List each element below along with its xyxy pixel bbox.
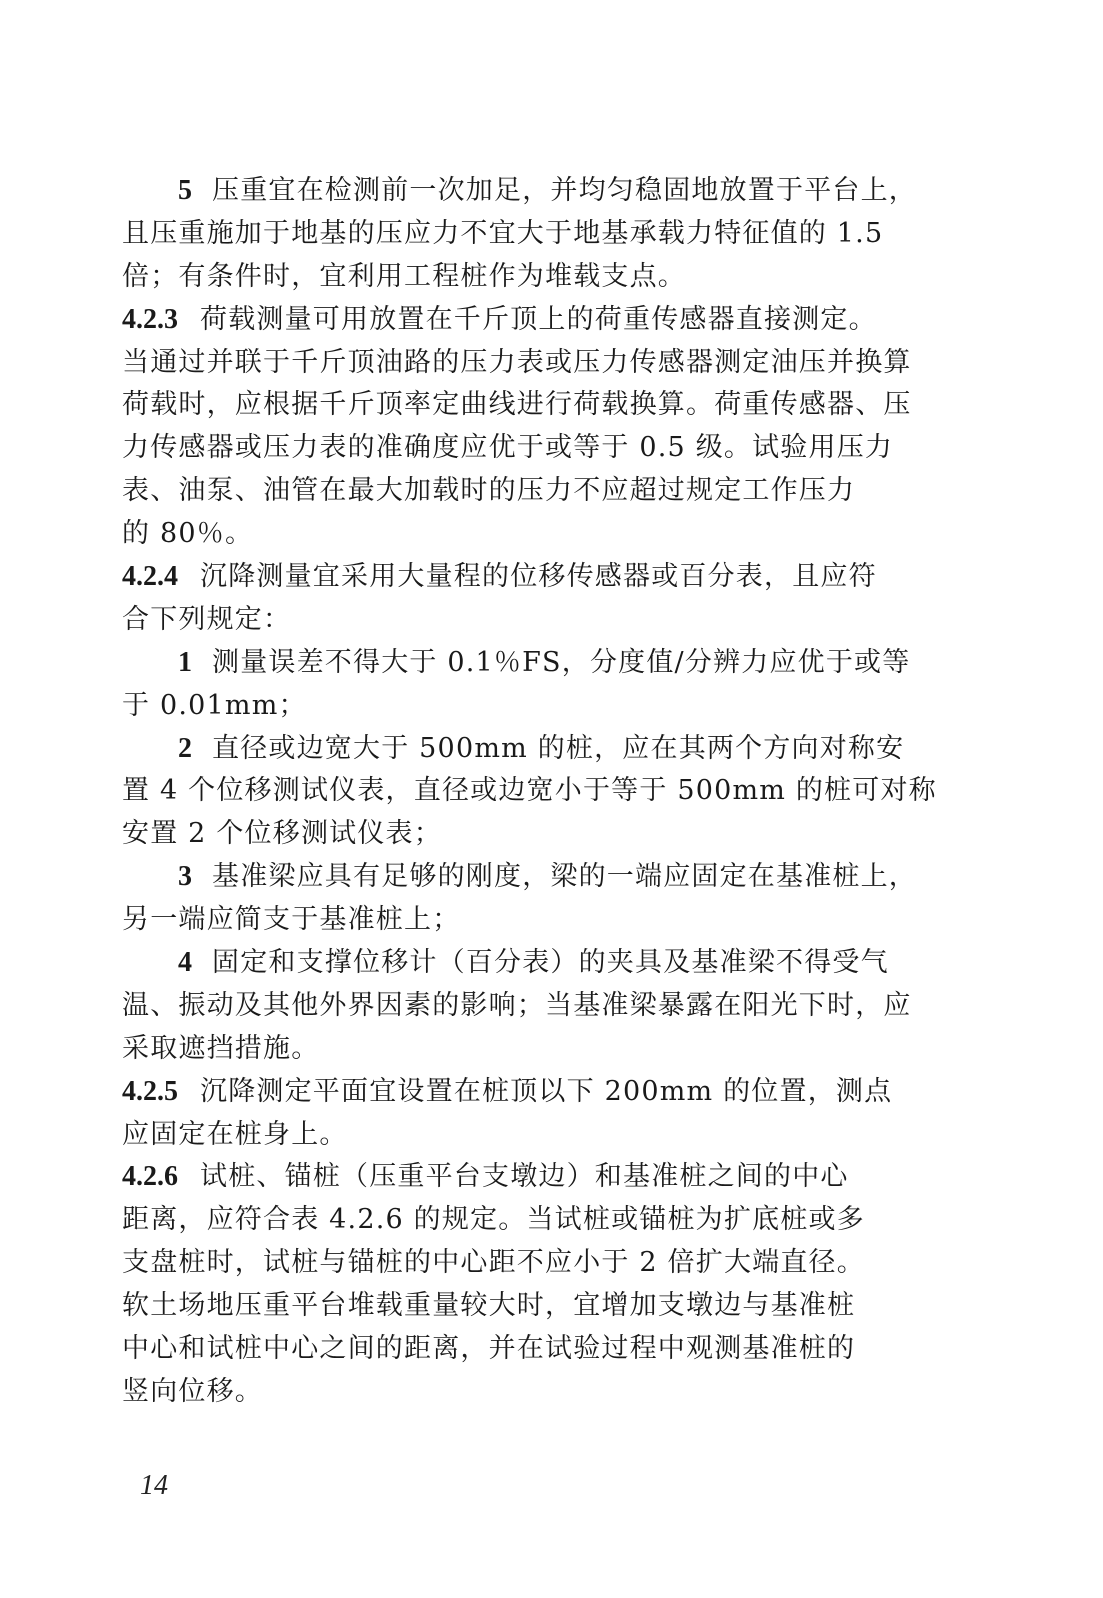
text-line: 力传感器或压力表的准确度应优于或等于 0.5 级。试验用压力 — [122, 432, 894, 464]
text-line: 且压重施加于地基的压应力不宜大于地基承载力特征值的 1.5 — [122, 217, 884, 249]
text-line: 软土场地压重平台堆载重量较大时，宜增加支墩边与基准桩 — [122, 1290, 856, 1322]
text-line: 的 80％。 — [122, 518, 254, 550]
item-number: 3 — [178, 861, 192, 893]
item-2 — [122, 728, 937, 857]
clause-4-2-3 — [122, 299, 922, 556]
clause-number: 4.2.6 — [122, 1161, 178, 1193]
item-5 — [122, 170, 922, 299]
text-line: 当通过并联于千斤顶油路的压力表或压力传感器测定油压并换算 — [122, 346, 912, 378]
text-line: 中心和试桩中心之间的距离，并在试验过程中观测基准桩的 — [122, 1333, 856, 1365]
text-line: 另一端应简支于基准桩上； — [122, 904, 461, 936]
text-line: 温、振动及其他外界因素的影响；当基准梁暴露在阳光下时，应 — [122, 989, 912, 1021]
text-line: 4.2.4 沉降测量宜采用大量程的位移传感器或百分表，且应符 — [122, 561, 877, 593]
text-line: 于 0.01mm； — [122, 689, 307, 721]
text-line: 4.2.3 荷载测量可用放置在千斤顶上的荷重传感器直接测定。 — [122, 303, 877, 335]
text-line: 4.2.6 试桩、锚桩（压重平台支墩边）和基准桩之间的中心 — [122, 1161, 849, 1193]
page-body — [122, 170, 937, 1414]
text-line: 1 测量误差不得大于 0.1％FS，分度值/分辨力应优于或等 — [178, 646, 911, 678]
item-number: 5 — [178, 175, 192, 206]
clause-4-2-4 — [122, 556, 922, 642]
item-3 — [122, 856, 922, 942]
item-number: 2 — [178, 732, 192, 764]
text-line: 倍；有条件时，宜利用工程桩作为堆载支点。 — [122, 260, 686, 292]
page-number: 14 — [140, 1470, 168, 1501]
text-line: 置 4 个位移测试仪表，直径或边宽小于等于 500mm 的桩可对称 — [122, 775, 937, 807]
text-line: 5 压重宜在检测前一次加足，并均匀稳固地放置于平台上， — [178, 175, 917, 206]
text-line: 4 固定和支撑位移计（百分表）的夹具及基准梁不得受气 — [178, 947, 889, 979]
text-line: 距离，应符合表 4.2.6 的规定。当试桩或锚桩为扩底桩或多 — [122, 1204, 865, 1236]
text-line: 采取遮挡措施。 — [122, 1032, 320, 1064]
text-line: 竖向位移。 — [122, 1375, 263, 1407]
text-line: 支盘桩时，试桩与锚桩的中心距不应小于 2 倍扩大端直径。 — [122, 1247, 865, 1279]
clause-4-2-5 — [122, 1071, 922, 1157]
clause-number: 4.2.4 — [122, 561, 178, 593]
text-line: 4.2.5 沉降测定平面宜设置在桩顶以下 200mm 的位置，测点 — [122, 1075, 893, 1107]
item-number: 1 — [178, 646, 192, 678]
item-number: 4 — [178, 947, 192, 979]
text-line: 表、油泵、油管在最大加载时的压力不应超过规定工作压力 — [122, 475, 856, 507]
text-line: 2 直径或边宽大于 500mm 的桩，应在其两个方向对称安 — [178, 732, 905, 764]
text-line: 合下列规定： — [122, 603, 292, 635]
item-4 — [122, 942, 922, 1071]
clause-number: 4.2.3 — [122, 303, 178, 335]
text-line: 安置 2 个位移测试仪表； — [122, 818, 442, 850]
clause-4-2-6 — [122, 1156, 922, 1413]
clause-number: 4.2.5 — [122, 1075, 178, 1107]
text-line: 3 基准梁应具有足够的刚度，梁的一端应固定在基准桩上， — [178, 861, 917, 893]
text-line: 应固定在桩身上。 — [122, 1118, 348, 1150]
text-line: 荷载时，应根据千斤顶率定曲线进行荷载换算。荷重传感器、压 — [122, 389, 912, 421]
item-1 — [122, 642, 922, 728]
